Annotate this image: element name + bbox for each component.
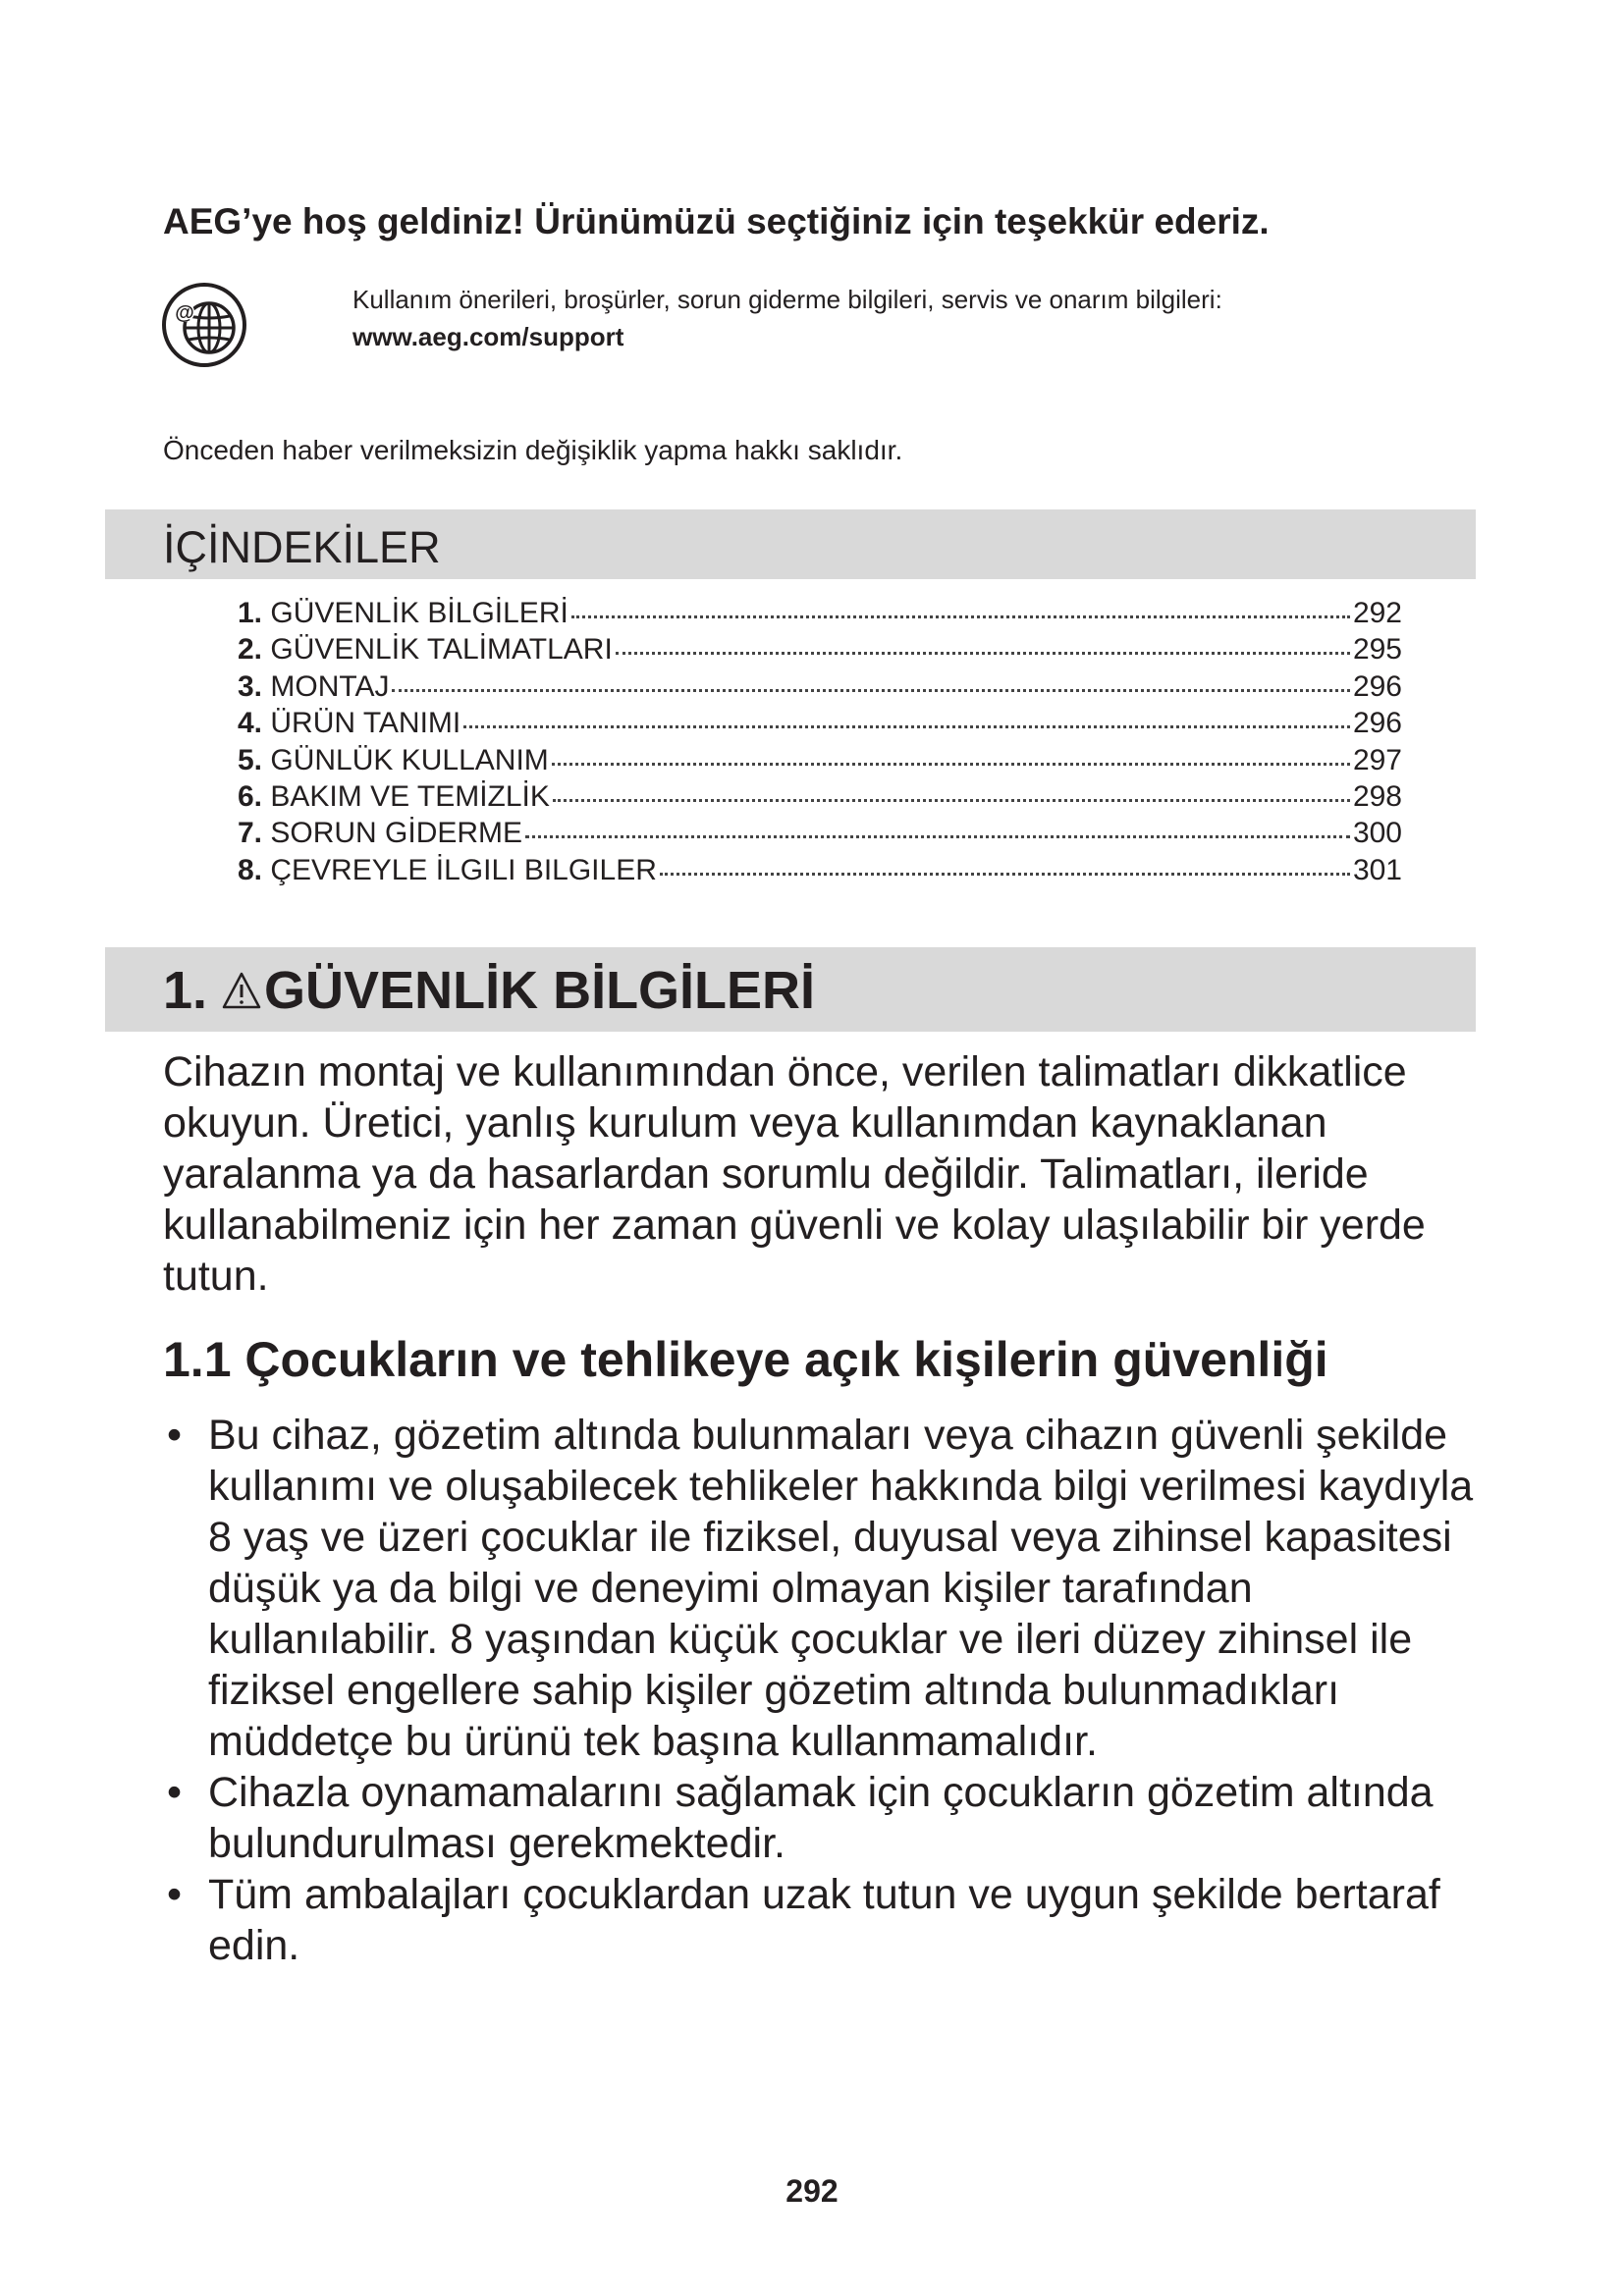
toc-item-label: MONTAJ	[270, 669, 390, 703]
safety-bullet-list	[163, 1410, 1479, 1971]
globe-at-icon	[160, 281, 248, 369]
support-info	[352, 281, 1222, 355]
toc-item[interactable]	[238, 778, 1402, 815]
toc-item-number: 4.	[238, 707, 263, 740]
toc-leader-dots	[553, 799, 1350, 802]
table-of-contents	[238, 595, 1402, 888]
toc-title: İÇİNDEKİLER	[163, 522, 441, 572]
toc-item-page: 296	[1352, 669, 1402, 703]
subsection-title: 1.1 Çocukların ve tehlikeye açık kişilerin güvenliği	[163, 1332, 1328, 1387]
list-item: • Tüm ambalajları çocuklardan uzak tutun ve uygun şekilde bertaraf edin.	[163, 1869, 1479, 1971]
toc-leader-dots	[463, 725, 1350, 728]
svg-text:@: @	[175, 302, 194, 324]
toc-item-page: 297	[1352, 743, 1402, 776]
change-notice: Önceden haber verilmeksizin değişiklik yapma hakkı saklıdır.	[163, 435, 903, 465]
toc-item-number: 8.	[238, 853, 263, 886]
toc-item[interactable]	[238, 815, 1402, 851]
list-item: • Cihazla oynamamalarını sağlamak için çocukların gözetim altında bulundurulması gerekmektedir.	[163, 1767, 1479, 1869]
toc-item-page: 300	[1352, 817, 1402, 850]
toc-leader-dots	[571, 615, 1350, 618]
toc-item-number: 5.	[238, 743, 263, 776]
toc-item[interactable]	[238, 595, 1402, 631]
toc-item-label: GÜVENLİK BİLGİLERİ	[270, 597, 568, 629]
list-item: • Bu cihaz, gözetim altında bulunmaları veya cihazın güvenli şekilde kullanımı ve oluşabilecek tehlikeler hakkında bilgi verilmesi kaydıyla 8 yaş ve üzeri çocuklar ile fiziksel, duyusal veya zihinsel kapasitesi düşük ya da bilgi ve deneyimi olmayan kişiler tarafından kullanılabilir. 8 yaşından küçük çocuklar ve ileri düzey zihinsel ile fiziksel engellere sahip kişiler gözetim altında bulunmadıkları müddetçe bu ürünü tek başına kullanmamalıdır.	[163, 1410, 1479, 1767]
toc-item-page: 296	[1352, 707, 1402, 740]
toc-leader-dots	[392, 689, 1349, 692]
page-number: 292	[785, 2173, 839, 2209]
section-intro-paragraph: Cihazın montaj ve kullanımından önce, verilen talimatları dikkatlice okuyun. Üretici, yanlış kurulum veya kullanımdan kaynaklanan yaralanma ya da hasarlardan sorumlu değildir. Talimatları, ileride kullanabilmeniz için her zaman güvenli ve kolay ulaşılabilir bir yerde tutun.	[163, 1048, 1426, 1300]
welcome-heading: AEG’ye hoş geldiniz! Ürünümüzü seçtiğiniz için teşekkür ederiz.	[163, 201, 1270, 241]
toc-item[interactable]	[238, 668, 1402, 705]
toc-item-page: 292	[1352, 597, 1402, 629]
toc-item-number: 1.	[238, 597, 263, 629]
toc-item[interactable]	[238, 852, 1402, 888]
toc-item-number: 3.	[238, 669, 263, 703]
toc-leader-dots	[660, 873, 1350, 876]
toc-leader-dots	[552, 763, 1350, 766]
toc-leader-dots	[525, 835, 1350, 838]
toc-item-label: ÜRÜN TANIMI	[270, 707, 461, 740]
toc-item[interactable]	[238, 705, 1402, 741]
toc-item-page: 301	[1352, 853, 1402, 886]
toc-leader-dots	[616, 652, 1350, 655]
toc-item[interactable]	[238, 631, 1402, 667]
toc-item-number: 2.	[238, 633, 263, 667]
toc-item[interactable]	[238, 742, 1402, 778]
warning-triangle-icon	[221, 971, 262, 1010]
section-title	[163, 960, 815, 1021]
toc-item-label: BAKIM VE TEMİZLİK	[270, 779, 550, 813]
section-number: 1.	[163, 961, 208, 1020]
toc-item-page: 298	[1352, 779, 1402, 813]
toc-item-label: ÇEVREYLE İLGILI BILGILER	[270, 853, 657, 886]
toc-item-label: GÜVENLİK TALİMATLARI	[270, 633, 613, 667]
toc-item-label: GÜNLÜK KULLANIM	[270, 743, 549, 776]
toc-item-number: 6.	[238, 779, 263, 813]
toc-item-label: SORUN GİDERME	[270, 817, 523, 850]
support-description: Kullanım önerileri, broşürler, sorun giderme bilgileri, servis ve onarım bilgileri:	[352, 285, 1222, 314]
section-title-text: GÜVENLİK BİLGİLERİ	[264, 961, 816, 1020]
toc-item-page: 295	[1352, 633, 1402, 667]
support-link[interactable]: www.aeg.com/support	[352, 322, 624, 351]
toc-item-number: 7.	[238, 817, 263, 850]
